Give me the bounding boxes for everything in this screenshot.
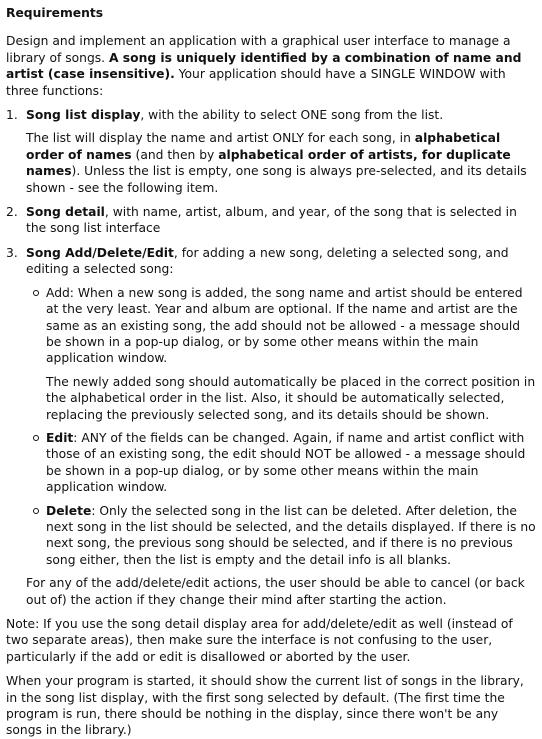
action-body: Add: When a new song is added, the song name and artist should be entered at the very least. Year and album are optional. If the name and artist are the same as an existing song, the add should not be allowed - a message should be shown in a pop-up dialog, or by some other means within the main application window. — [46, 285, 523, 366]
requirements-heading: Requirements — [6, 6, 104, 20]
item-text: , with name, artist, album, and year, of the song that is selected in the song list interface — [26, 205, 517, 236]
intro-bold: A song is uniquely identified by a combination of name and artist (case insensitive). — [6, 50, 522, 82]
function-item-add-delete-edit — [6, 245, 536, 608]
action-text — [46, 503, 536, 569]
item-summary — [26, 107, 536, 123]
item-summary — [26, 204, 536, 237]
action-item-edit — [26, 430, 536, 496]
startup-paragraph: When your program is started, it should show the current list of songs in the library, in the song list display, with the first song selected by default. (The first time the program is run, there should be nothing in the display, since there won't be any songs in the library.) — [6, 674, 524, 738]
action-text — [46, 285, 536, 367]
actions-list — [26, 285, 536, 569]
intro-text-2: Your application should have a SINGLE WINDOW with three functions: — [6, 67, 506, 98]
action-item-delete — [26, 503, 536, 569]
item-title: Song list display — [26, 108, 141, 123]
action-title: Delete — [46, 503, 92, 518]
item-title: Song Add/Delete/Edit — [26, 245, 174, 260]
item-number: 1. — [6, 108, 18, 123]
item-text: , for adding a new song, deleting a selected song, and editing a selected song: — [26, 245, 509, 277]
action-extra-paragraph: The newly added song should automatically be placed in the correct position in the alphabetical order in the list. Also, it should be automatically selected, replacing the previously selected song, and its details should be shown. — [46, 374, 536, 422]
intro-text-1: Design and implement an application with a graphical user interface to manage a library of songs. — [6, 34, 511, 65]
action-title: Edit — [46, 430, 74, 445]
action-body: : ANY of the fields can be changed. Again, if name and artist conflict with those of an existing song, the edit should NOT be allowed - a message should be shown in a pop-up dialog, or by some other means within the main application window. — [46, 430, 526, 495]
song-list-detail-paragraph — [26, 130, 536, 196]
function-item-song-detail — [6, 204, 536, 237]
action-body: : Only the selected song in the list can be deleted. After deletion, the next song in the list should be selected, and the details displayed. If there is no next song, the previous song should be selected, and if there is no previous song either, then the list is empty and the detail info is all blanks. — [46, 503, 536, 567]
detail-text-3: ). Unless the list is empty, one song is always pre-selected, and its details shown - see the following item. — [26, 164, 527, 195]
circle-bullet-icon — [33, 435, 39, 441]
item-title: Song detail — [26, 205, 105, 220]
detail-text-1: The list will display the name and artist ONLY for each song, in — [26, 131, 415, 146]
intro-paragraph — [6, 33, 536, 99]
item-number: 3. — [6, 245, 18, 260]
detail-text-2: (and then by — [131, 147, 219, 162]
action-text — [46, 430, 536, 496]
item-text: , with the ability to select ONE song from the list. — [140, 108, 444, 123]
detail-bold-2: alphabetical order of artists, for duplicate names — [26, 147, 511, 179]
functions-list — [6, 107, 536, 608]
item-summary — [26, 245, 536, 278]
action-item-add — [26, 285, 536, 423]
cancel-paragraph: For any of the add/delete/edit actions, the user should be able to cancel (or back out of) the action if they change their mind after starting the action. — [26, 576, 525, 607]
item-number: 2. — [6, 205, 18, 220]
detail-bold-1: alphabetical order of names — [26, 131, 501, 162]
circle-bullet-icon — [33, 508, 39, 514]
circle-bullet-icon — [33, 290, 39, 296]
note-paragraph: Note: If you use the song detail display area for add/delete/edit as well (instead of two separate areas), then make sure the interface is not confusing to the user, particularly if the add or edit is disallowed or aborted by the user. — [6, 617, 513, 664]
function-item-song-list — [6, 107, 536, 196]
